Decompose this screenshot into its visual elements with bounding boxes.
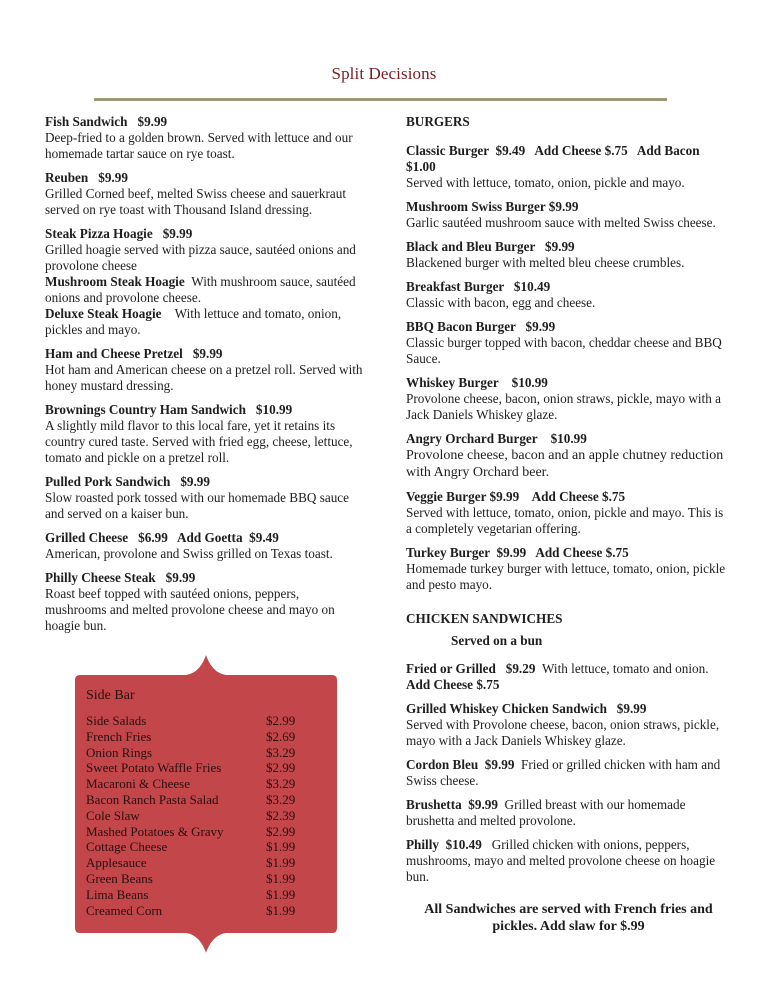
side-item-name: Cole Slaw	[86, 807, 140, 823]
side-item-name: Green Beans	[86, 870, 153, 886]
side-item-price: $3.29	[266, 776, 296, 792]
item-description: Fried or grilled chicken with ham and Swiss cheese.	[406, 757, 721, 788]
item-name: Philly Cheese Steak	[45, 570, 156, 585]
item-description: Grilled hoagie served with pizza sauce, sautéed onions and provolone cheese	[45, 242, 356, 273]
menu-item	[45, 274, 363, 306]
item-name: Deluxe Steak Hoagie	[45, 306, 162, 321]
side-item-price: $1.99	[266, 886, 296, 902]
item-name: Black and Bleu Burger $9.99	[406, 239, 575, 254]
item-description: Served with Provolone cheese, bacon, onion straws, pickle, mayo with a Jack Daniels Whiskey glaze.	[406, 717, 720, 748]
side-item	[86, 903, 302, 919]
item-description: Classic burger topped with bacon, cheddar cheese and BBQ Sauce.	[406, 335, 722, 366]
item-name: Veggie Burger $9.99 Add Cheese $.75	[406, 489, 626, 504]
item-name: Mushroom Swiss Burger $9.99	[406, 199, 579, 214]
item-description: Blackened burger with melted bleu cheese crumbles.	[406, 255, 685, 270]
side-item	[86, 871, 302, 887]
side-item-price: $1.99	[266, 855, 296, 871]
item-name: Cordon Bleu $9.99	[406, 757, 515, 772]
item-name: Ham and Cheese Pretzel	[45, 346, 183, 361]
item-name: Mushroom Steak Hoagie	[45, 274, 185, 289]
side-bar-list	[86, 713, 302, 918]
item-description: Garlic sautéed mushroom sauce with melted Swiss cheese.	[406, 215, 716, 230]
side-item-name: Sweet Potato Waffle Fries	[86, 760, 222, 776]
item-description: Served with lettuce, tomato, onion, pickle and mayo.	[406, 175, 685, 190]
item-description: With lettuce, tomato and onion.	[542, 661, 709, 676]
menu-title: Split Decisions	[331, 64, 437, 83]
item-price: $9.99	[162, 226, 193, 241]
item-name: Brushetta $9.99	[406, 797, 498, 812]
menu-item	[45, 402, 363, 466]
menu-item	[406, 319, 731, 367]
menu-item	[45, 530, 363, 562]
side-item-name: French Fries	[86, 728, 152, 744]
item-price: $9.99	[165, 570, 196, 585]
side-item	[86, 745, 302, 761]
item-name: Grilled Whiskey Chicken Sandwich $9.99	[406, 701, 647, 716]
side-item	[86, 729, 302, 745]
menu-item	[45, 170, 363, 218]
menu-item	[406, 797, 731, 829]
side-item-price: $3.29	[266, 791, 296, 807]
item-price: $9.99	[180, 474, 210, 489]
title-divider	[94, 98, 667, 101]
item-name: Steak Pizza Hoagie	[45, 226, 153, 241]
menu-item	[406, 661, 731, 693]
side-item-price: $1.99	[266, 839, 296, 855]
item-price: $6.99 Add Goetta $9.49	[138, 530, 279, 545]
side-item	[86, 855, 302, 871]
menu-item	[45, 226, 363, 274]
side-item	[86, 887, 302, 903]
item-description: A slightly mild flavor to this local fare, yet it retains its country cured taste. Served with fried egg, cheese, lettuce, tomato and pickle on a pretzel roll.	[45, 418, 353, 465]
section-heading-chicken: CHICKEN SANDWICHES	[406, 611, 563, 626]
item-description: Served with lettuce, tomato, onion, pickle and mayo. This is a completely vegetarian offering.	[406, 505, 724, 536]
item-name: Breakfast Burger $10.49	[406, 279, 551, 294]
menu-item	[406, 199, 731, 231]
item-description: Hot ham and American cheese on a pretzel roll. Served with honey mustard dressing.	[45, 362, 363, 393]
section-heading-burgers: BURGERS	[406, 114, 470, 129]
side-item-name: Applesauce	[86, 855, 147, 871]
menu-item	[45, 570, 363, 634]
side-item-name: Side Salads	[86, 713, 147, 728]
side-item	[86, 792, 302, 808]
item-price: $9.99	[98, 170, 128, 185]
item-description: Homemade turkey burger with lettuce, tomato, onion, pickle and pesto mayo.	[406, 561, 726, 592]
item-name: Fish Sandwich	[45, 114, 128, 129]
item-description: American, provolone and Swiss grilled on Texas toast.	[45, 546, 333, 561]
item-name: Reuben	[45, 170, 89, 185]
side-item-name: Macaroni & Cheese	[86, 776, 190, 792]
item-description: Grilled Corned beef, melted Swiss cheese and sauerkraut served on rye toast with Thousand Island dressing.	[45, 186, 347, 217]
item-name: Angry Orchard Burger $10.99	[406, 431, 587, 446]
item-description: With mushroom sauce, sautéed onions and provolone cheese.	[45, 274, 356, 305]
right-column	[406, 114, 731, 893]
side-item	[86, 839, 302, 855]
side-item-price: $2.99	[266, 823, 296, 839]
menu-item	[406, 701, 731, 749]
side-item-name: Cottage Cheese	[86, 839, 168, 855]
item-addon: Add Cheese $.75	[406, 677, 500, 692]
menu-item	[45, 346, 363, 394]
side-item-name: Onion Rings	[86, 744, 153, 760]
item-name: BBQ Bacon Burger $9.99	[406, 319, 556, 334]
item-price: $9.99	[192, 346, 223, 361]
item-name: Turkey Burger $9.99 Add Cheese $.75	[406, 545, 629, 560]
side-item	[86, 776, 302, 792]
side-item	[86, 824, 302, 840]
footer-note: All Sandwiches are served with French fries and pickles. Add slaw for $.99	[424, 902, 713, 934]
side-bar-title: Side Bar	[86, 688, 135, 703]
item-description: With lettuce and tomato, onion, pickles and mayo.	[45, 306, 342, 337]
item-name: Fried or Grilled $9.29	[406, 661, 536, 676]
menu-item	[45, 114, 363, 162]
menu-item	[45, 474, 363, 522]
side-item-name: Creamed Corn	[86, 902, 163, 918]
item-name: Whiskey Burger $10.99	[406, 375, 548, 390]
item-description: Classic with bacon, egg and cheese.	[406, 295, 596, 310]
menu-item	[406, 239, 731, 271]
side-item-price: $2.99	[266, 713, 296, 728]
side-item-price: $1.99	[266, 870, 296, 886]
left-column	[45, 114, 363, 642]
item-description: Grilled chicken with onions, peppers, mushrooms, mayo and melted provolone cheese on hoagie bun.	[406, 837, 716, 884]
item-price: $10.99	[255, 402, 293, 417]
menu-item	[406, 837, 731, 885]
item-name: Grilled Cheese	[45, 530, 129, 545]
item-description: Grilled breast with our homemade brushetta and melted provolone.	[406, 797, 686, 828]
menu-item	[406, 757, 731, 789]
side-item-name: Lima Beans	[86, 886, 149, 902]
item-name: Brownings Country Ham Sandwich	[45, 402, 246, 417]
side-item-price: $2.69	[266, 728, 296, 744]
item-name: Classic Burger $9.49 Add Cheese $.75 Add Bacon $1.00	[406, 143, 703, 174]
item-description: Provolone cheese, bacon and an apple chutney reduction with Angry Orchard beer.	[406, 448, 724, 480]
side-item-price: $2.99	[266, 760, 296, 776]
item-description: Roast beef topped with sautéed onions, peppers, mushrooms and melted provolone cheese and mayo on hoagie bun.	[45, 586, 335, 633]
menu-item	[406, 279, 731, 311]
side-item-price: $2.39	[266, 807, 296, 823]
side-item-name: Mashed Potatoes & Gravy	[86, 823, 224, 839]
menu-item	[406, 545, 731, 593]
item-description: Deep-fried to a golden brown. Served with lettuce and our homemade tartar sauce on rye toast.	[45, 130, 353, 161]
item-description: Provolone cheese, bacon, onion straws, pickle, mayo with a Jack Daniels Whiskey glaze.	[406, 391, 721, 422]
item-name: Pulled Pork Sandwich	[45, 474, 171, 489]
section-subheading: Served on a bun	[451, 633, 543, 648]
side-item	[86, 713, 302, 729]
item-description: Slow roasted pork tossed with our homemade BBQ sauce and served on a kaiser bun.	[45, 490, 349, 521]
side-item	[86, 808, 302, 824]
side-item	[86, 760, 302, 776]
side-item-price: $3.29	[266, 744, 296, 760]
menu-item	[406, 431, 731, 481]
side-item-name: Bacon Ranch Pasta Salad	[86, 791, 219, 807]
menu-item	[406, 489, 731, 537]
item-name: Philly $10.49	[406, 837, 482, 852]
side-item-price: $1.99	[266, 902, 296, 918]
menu-item	[406, 375, 731, 423]
menu-item	[406, 143, 731, 191]
item-price: $9.99	[137, 114, 168, 129]
menu-item	[45, 306, 363, 338]
